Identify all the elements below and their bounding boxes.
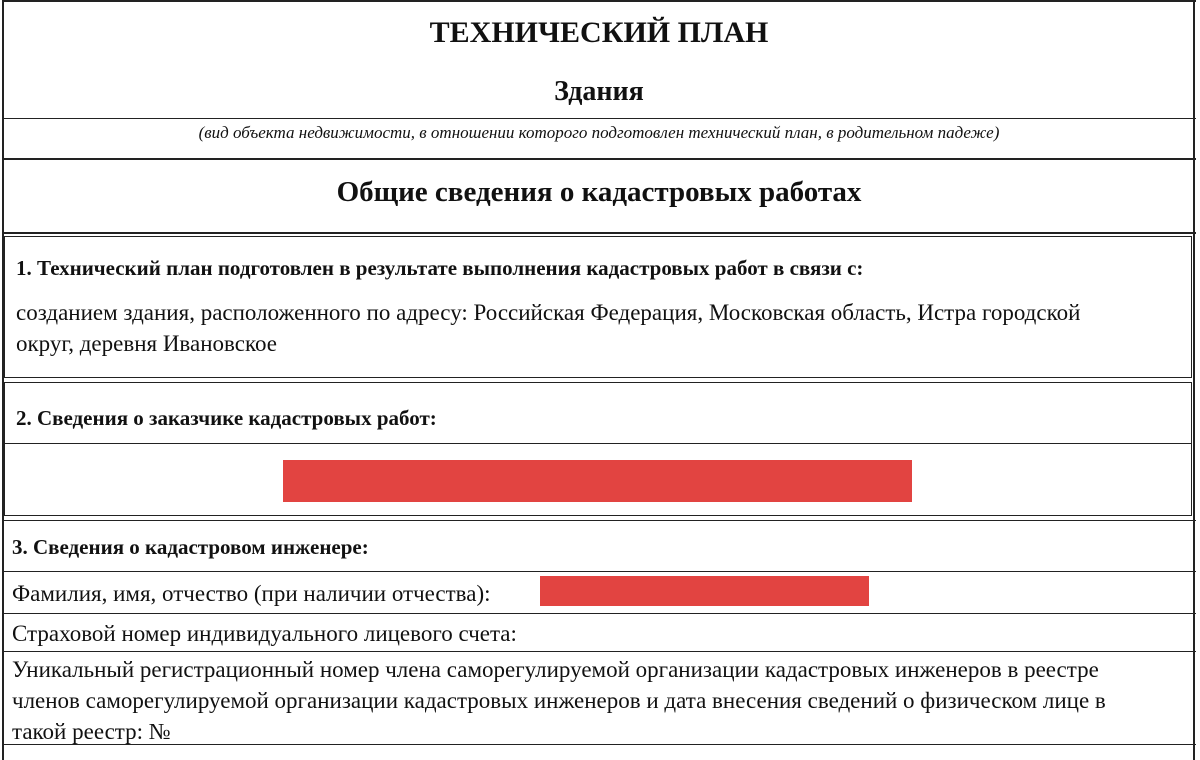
section3-heading: 3. Сведения о кадастровом инженере: [12,535,369,559]
snils-label: Страховой номер индивидуального лицевого счета: [12,621,517,646]
divider [2,651,1196,652]
section1-heading: 1. Технический план подготовлен в результате выполнения кадастровых работ в связи с: [16,256,864,280]
divider [2,571,1196,572]
registry-label: Уникальный регистрационный номер члена саморегулируемой организации кадастровых инженеров в реестре членов саморегулируемой организации кадастровых инженеров и дата внесения сведений о физическом лице в такой реестр: № [12,657,1106,744]
divider [2,232,1196,234]
object-type-note: (вид объекта недвижимости, в отношении которого подготовлен технический план, в родительном падеже) [198,123,1000,142]
customer-redaction [283,460,912,502]
section1-text: созданием здания, расположенного по адресу: Российская Федерация, Московская область, Истра городской округ, деревня Ивановское [16,300,1081,356]
fio-label: Фамилия, имя, отчество (при наличии отчества): [12,581,491,606]
fio-redaction [540,576,869,606]
section2-heading: 2. Сведения о заказчике кадастровых работ: [16,406,437,430]
divider [2,613,1196,614]
divider [2,744,1196,745]
section-title: Общие сведения о кадастровых работах [336,176,862,208]
divider [2,118,1196,119]
object-type: Здания [554,76,644,107]
document-title: ТЕХНИЧЕСКИЙ ПЛАН [429,16,769,49]
divider [4,443,1192,444]
divider [2,158,1196,160]
top-border [2,0,1196,2]
divider [2,520,1196,521]
